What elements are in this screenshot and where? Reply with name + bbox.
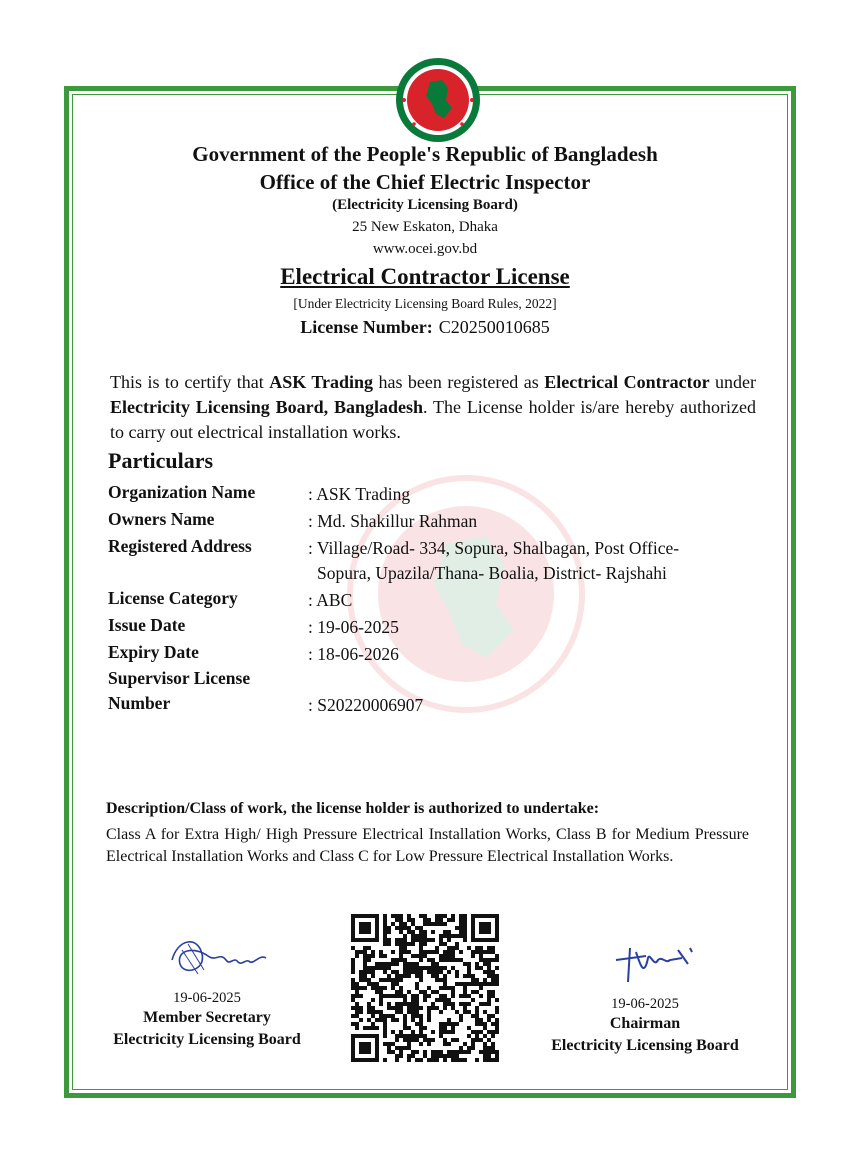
member-secretary-signature-icon [164,930,272,986]
supervisor-label-1: Supervisor License [108,668,251,688]
address-line-2: Sopura, Upazila/Thana- Boalia, District- Rajshahi [317,563,667,583]
certification-statement [110,370,756,445]
government-seal-icon [394,56,482,144]
particulars-heading: Particulars [108,448,214,473]
certify-role: Electrical Contractor [544,372,710,392]
chairman-org: Electricity Licensing Board [551,1037,739,1054]
category-label: License Category [108,588,238,608]
certify-text-2: has been registered as [373,372,545,392]
member-secretary-org: Electricity Licensing Board [113,1031,301,1048]
expiry-date-label: Expiry Date [108,642,199,662]
government-name: Government of the People's Republic of Bangladesh [192,142,658,166]
address-line-1: : Village/Road- 334, Sopura, Shalbagan, Post Office- [308,538,680,558]
license-number-label: License Number: [300,317,433,337]
website-link[interactable]: www.ocei.gov.bd [372,241,478,257]
organization-value: : ASK Trading [308,484,411,504]
member-secretary-signature-block [92,990,322,1051]
chairman-title: Chairman [609,1015,681,1032]
license-number-line [0,317,850,338]
license-title: Electrical Contractor License [280,264,570,289]
description-text: Class A for Extra High/ High Pressure Electrical Installation Works, Class B for Medium Pressure Electrical Installation Works and Class C for Low Pressure Electrical Installation Works. [106,826,749,865]
owner-value: : Md. Shakillur Rahman [308,511,478,531]
expiry-date-value: : 18-06-2026 [308,644,399,664]
office-address: 25 New Eskaton, Dhaka [352,219,498,235]
organization-label: Organization Name [108,482,256,502]
member-secretary-date: 19-06-2025 [173,990,241,1006]
address-label: Registered Address [108,536,252,556]
certify-text-1: This is to certify that [110,372,270,392]
certify-company: ASK Trading [269,372,374,392]
supervisor-value: : S20220006907 [308,695,424,715]
license-number-value: C20250010685 [438,317,550,337]
owner-label: Owners Name [108,509,215,529]
certify-text-4: . The License holder is/are hereby authorized to carry out electrical installation works. [110,397,756,442]
board-name: (Electricity Licensing Board) [332,197,518,213]
description-heading: Description/Class of work, the license holder is authorized to undertake: [106,800,600,817]
chairman-signature-icon [606,938,702,988]
certify-board: Electricity Licensing Board, Bangladesh [110,397,423,417]
issue-date-value: : 19-06-2025 [308,617,399,637]
license-rules: [Under Electricity Licensing Board Rules, 2022] [293,296,557,311]
qr-code-icon[interactable] [351,914,499,1062]
chairman-date: 19-06-2025 [611,996,679,1012]
supervisor-label-2: Number [108,693,171,713]
member-secretary-title: Member Secretary [143,1009,271,1026]
issue-date-label: Issue Date [108,615,186,635]
certify-text-3: under [709,372,757,392]
category-value: : ABC [308,590,353,610]
office-name: Office of the Chief Electric Inspector [259,170,591,194]
chairman-signature-block [530,996,760,1057]
